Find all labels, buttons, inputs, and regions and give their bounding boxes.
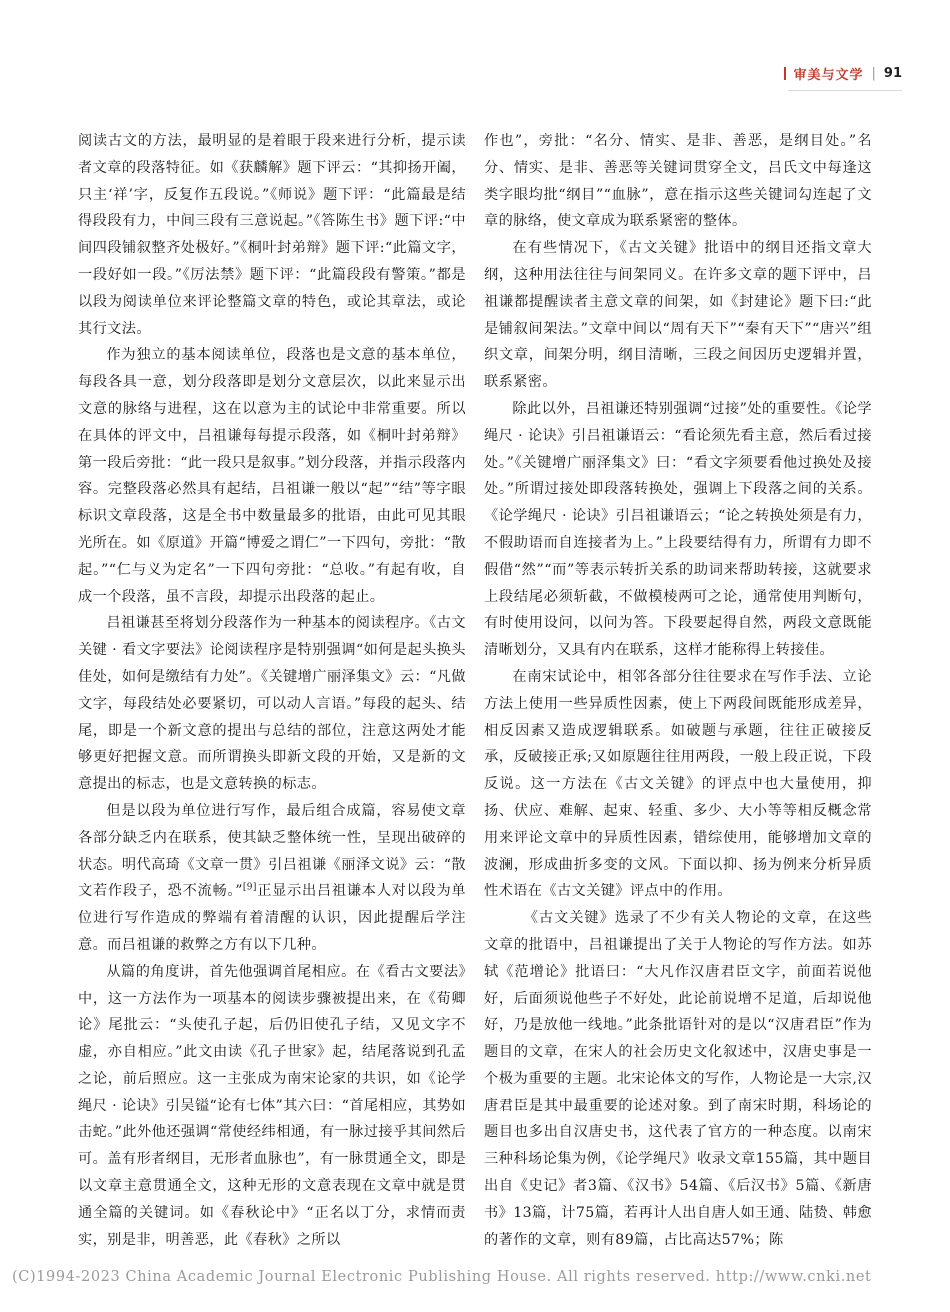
- header-accent-bar: [784, 67, 786, 80]
- paragraph-text: 正显示出吕祖谦本人对以段为单位进行写作造成的弊端有着清醒的认识，因此提醒后学注意。而吕祖谦的救弊之方有以下几种。: [78, 883, 466, 953]
- running-header: [784, 64, 903, 83]
- paragraph: 在南宋试论中，相邻各部分往往要求在写作手法、立论方法上使用一些异质性因素，使上下两段间既能形成差异，相反因素又造成逻辑联系。如破题与承题，往往正破接反承，反破接正承;又如原题往往用两段，一般上段正说，下段反说。这一方法在《古文关键》的评点中也大量使用，抑扬、伏应、难解、起束、轻重、多少、大小等等相反概念常用来评论文章中的异质性因素，错综使用，能够增加文章的波澜，形成曲折多变的文风。下面以抑、扬为例来分析异质性术语在《古文关键》评点中的作用。: [484, 668, 872, 900]
- paragraph: 除此以外，吕祖谦还特别强调“过接”处的重要性。《论学绳尺 · 论诀》引吕祖谦语云：“看论须先看主意，然后看过接处。”《关键增广丽泽集文》曰：“看文字须要看他过换处及接处。”所谓过接处即段落转换处，强调上下段落之间的关系。《论学绳尺 · 论诀》引吕祖谦语云；“论之转换处须是有力，不假助语而自连接者为上。”上段要结得有力，所谓有力即不假借“然”“而”等表示转折关系的助词来帮助转接，这就要求上段结尾必须斩截，不做模棱两可之论，通常使用判断句，有时使用设问，以问为答。下段要起得自然，两段文意既能清晰划分，又具有内在联系，这样才能称得上转接佳。: [484, 400, 872, 659]
- paragraph: 作为独立的基本阅读单位，段落也是文意的基本单位，每段各具一意，划分段落即是划分文意层次，以此来显示出文意的脉络与进程，这在以意为主的试论中非常重要。所以在具体的评文中，吕祖谦每每提示段落，如《桐叶封弟辩》第一段后旁批：“此一段只是叙事。”划分段落，并指示段落内容。完整段落必然具有起结，吕祖谦一般以“起”“结”等字眼标识文章段落，这是全书中数量最多的批语，由此可见其眼光所在。如《原道》开篇“博爱之谓仁”一下四句，旁批：“散起。”“仁与义为定名”一下四句旁批：“总收。”有起有收，自成一个段落，虽不言段，却提示出段落的起止。: [78, 347, 466, 605]
- paragraph: 吕祖谦甚至将划分段落作为一种基本的阅读程序。《古文关键 · 看文字要法》论阅读程序是特别强调“如何是起头换头佳处，如何是缴结有力处”。《关键增广丽泽集文》云：“凡做文字，每段结处必要紧切，可以动人言语。”每段的起头、结尾，即是一个新文意的提出与总结的部位，注意这两处才能够更好把握文意。而所谓换头即新文段的开始，又是新的文意提出的标志，也是文意转换的标志。: [78, 615, 466, 793]
- paragraph: 阅读古文的方法，最明显的是着眼于段来进行分析，提示读者文章的段落特征。如《获麟解》题下评云：“其抑扬开阖，只主‘祥’字，反复作五段说。”《师说》题下评：“此篇最是结得段段有力，中间三段有三意说起。”《答陈生书》题下评:“中间四段铺叙整齐处极好。”《桐叶封弟辩》题下评:“此篇文字，一段好如一段。”《厉法禁》题下评：“此篇段段有警策。”都是以段为阅读单位来评论整篇文章的特色，或论其章法，或论其行文法。: [78, 133, 466, 337]
- paragraph-text: 但是以段为单位进行写作，最后组合成篇，容易使文章各部分缺乏内在联系，使其缺乏整体统一性，呈现出破碎的状态。明代高琦《文章一贯》引吕祖谦《丽泽文说》云：“散文若作段子，恐不流畅。”: [78, 802, 466, 900]
- page-number: 91: [883, 66, 902, 81]
- journal-title: 审美与文学: [793, 68, 864, 83]
- paragraph: 在有些情况下，《古文关键》批语中的纲目还指文章大纲，这种用法往往与间架同义。在许多文章的题下评中，吕祖谦都提醒读者主意文章的间架，如《封建论》题下曰:“此是铺叙间架法。”文章中间以“周有天下”“秦有天下”“唐兴”组织文章，间架分明，纲目清晰，三段之间因历史逻辑并置，联系紧密。: [484, 240, 872, 391]
- header-rule: [788, 90, 902, 91]
- right-column: [484, 128, 872, 1270]
- paragraph: [78, 798, 466, 959]
- paragraph: 《古文关键》选录了不少有关人物论的文章，在这些文章的批语中，吕祖谦提出了关于人物论的写作方法。如苏轼《范增论》批语曰：“大凡作汉唐君臣文字，前面若说他好，后面须说他些子不好处，此论前说增不足道，后却说他好，乃是放他一线地。”此条批语针对的是以“汉唐君臣”作为题目的文章，在宋人的社会历史文化叙述中，汉唐史事是一个极为重要的主题。北宋论体文的写作，人物论是一大宗,汉唐君臣是其中最重要的论述对象。到了南宋时期，科场论的题目也多出自汉唐史书，这代表了官方的一种态度。以南宋三种科场论集为例，《论学绳尺》收录文章155篇，其中题目出自《史记》者3篇、《汉书》54篇、《后汉书》5篇、《新唐书》13篇，计75篇，若再计人出自唐人如王通、陆贽、韩愈的著作的文章，则有89篇，占比高达57%；陈: [484, 910, 872, 1248]
- left-column: [78, 128, 466, 1270]
- header-separator: |: [871, 66, 876, 81]
- paragraph: 作也”，旁批：“名分、情实、是非、善恶，是纲目处。”名分、情实、是非、善恶等关键词贯穿全文，吕氏文中每逢这类字眼均批“纲目”“血脉”，意在指示这些关键词勾连起了文章的脉络，使文章成为联系紧密的整体。: [484, 133, 872, 230]
- citation-mark: [9]: [242, 882, 257, 893]
- copyright-footer: (C)1994-2023 China Academic Journal Electronic Publishing House. All rights reserved. http://www.cnki.net: [12, 1269, 872, 1285]
- paragraph: 从篇的角度讲，首先他强调首尾相应。在《看古文要法》中，这一方法作为一项基本的阅读步骤被提出来，在《荀卿论》尾批云：“头使孔子起，后仍旧使孔子结，又见文字不虚，亦自相应。”此文由读《孔子世家》起，结尾落说到孔孟之论，前后照应。这一主张成为南宋论家的共识，如《论学绳尺 · 论诀》引吴镒“论有七体”其六曰：“首尾相应，其势如击蛇。”此外他还强调“常使经纬相通，有一脉过接乎其间然后可。盖有形者纲目，无形者血脉也”，有一脉贯通全文，即是以文章主意贯通全文，这种无形的文意表现在文章中就是贯通全篇的关键词。如《春秋论中》“正名以丁分，求情而责实，别是非，明善恶，此《春秋》之所以: [78, 963, 466, 1248]
